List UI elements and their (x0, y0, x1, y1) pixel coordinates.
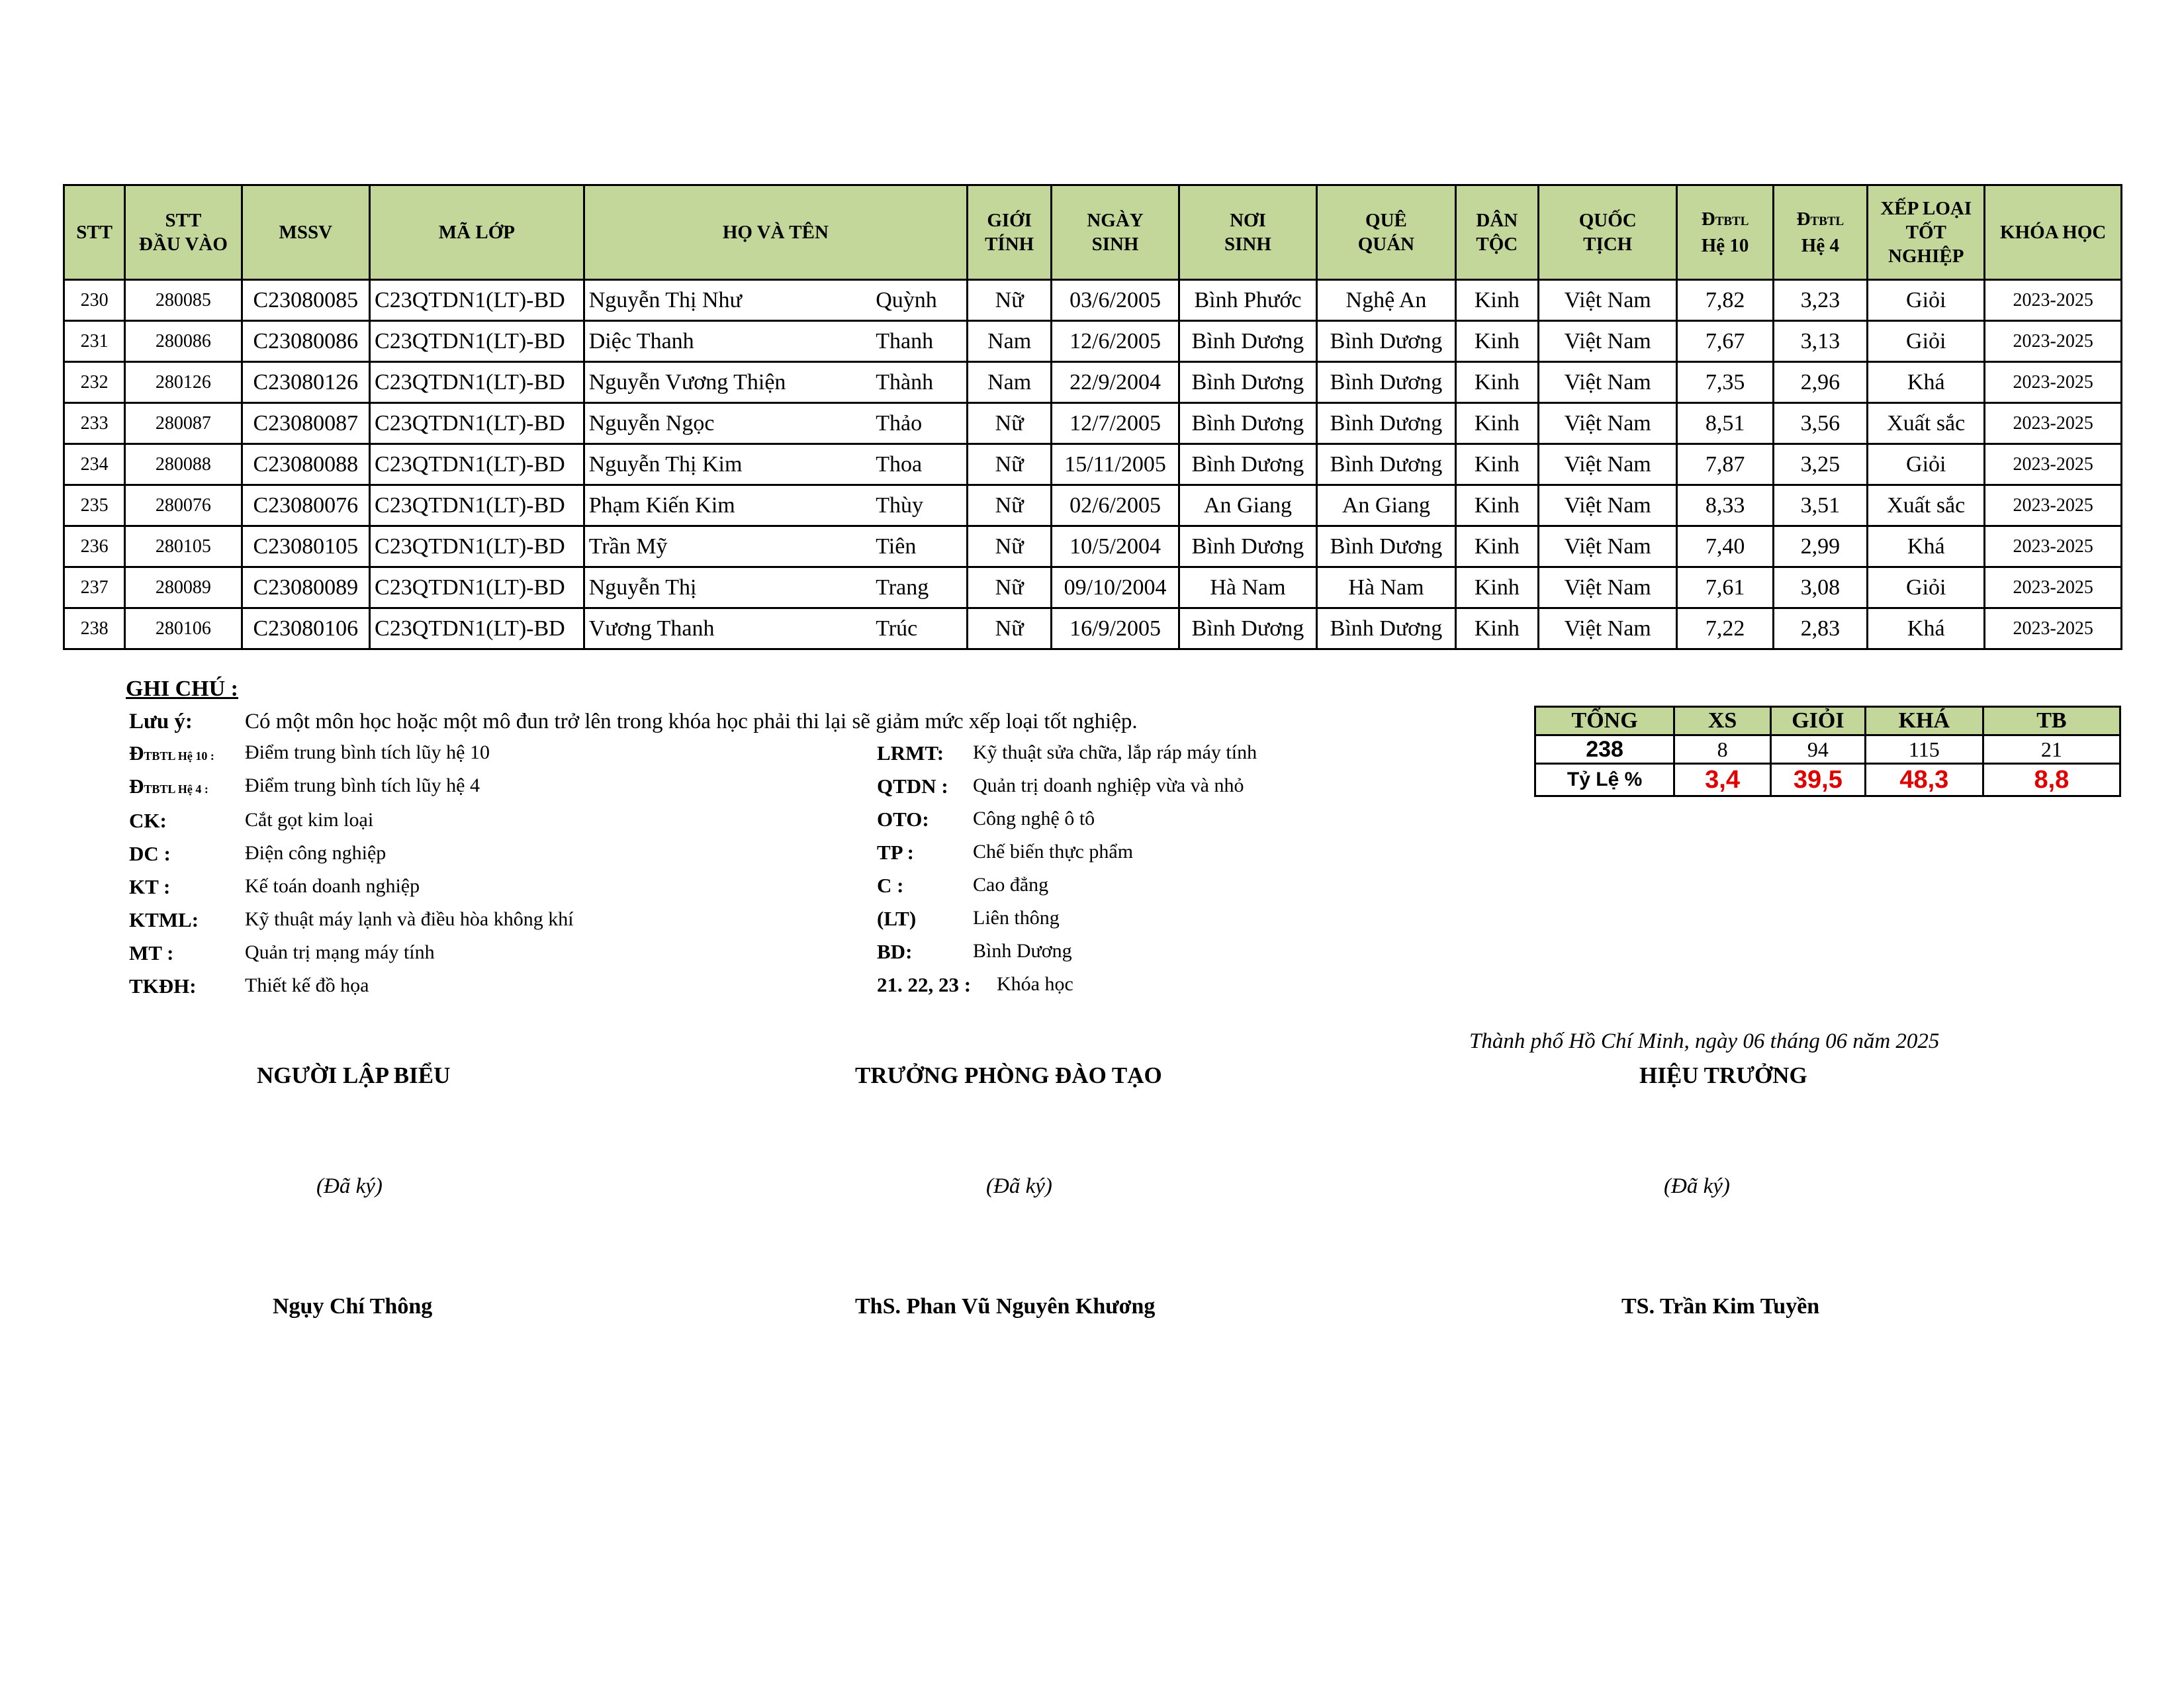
header-xep-loai: XẾP LOẠI TỐT NGHIỆP (1868, 185, 1985, 280)
note-text: Kế toán doanh nghiệp (245, 875, 420, 897)
cell-ngay-sinh: 12/6/2005 (1052, 321, 1179, 362)
cell-xep-loai: Giỏi (1868, 444, 1985, 485)
cell-ten: Thảo (870, 403, 967, 444)
note-d4-text: Điểm trung bình tích lũy hệ 4 (245, 774, 480, 796)
cell-stt-dau-vao: 280105 (125, 526, 242, 567)
note-key: QTDN : (877, 774, 948, 798)
note-luu-y-text: Có một môn học hoặc một mô đun trở lên trong khóa học phải thi lại sẽ giảm mức xếp loại tốt nghiệp. (245, 710, 1138, 733)
cell-ho-dem: Phạm Kiến Kim (584, 485, 870, 526)
cell-diem-he-4: 2,99 (1773, 526, 1867, 567)
cell-noi-sinh: Bình Phước (1179, 280, 1316, 321)
cell-gioi-tinh: Nữ (968, 403, 1052, 444)
cell-xep-loai: Xuất sắc (1868, 403, 1985, 444)
cell-noi-sinh: Hà Nam (1179, 567, 1316, 608)
note-text: Chế biến thực phẩm (973, 841, 1134, 863)
cell-noi-sinh: Bình Dương (1179, 444, 1316, 485)
cell-ho-dem: Nguyễn Ngọc (584, 403, 870, 444)
cell-diem-he-10: 7,40 (1677, 526, 1773, 567)
header-diem-he-4: ĐTBTL Hệ 4 (1773, 185, 1867, 280)
cell-gioi-tinh: Nữ (968, 444, 1052, 485)
cell-khoa-hoc: 2023-2025 (1985, 444, 2122, 485)
cell-ho-dem: Diệc Thanh (584, 321, 870, 362)
header-khoa-hoc: KHÓA HỌC (1985, 185, 2122, 280)
cell-ten: Thùy (870, 485, 967, 526)
cell-gioi-tinh: Nữ (968, 567, 1052, 608)
cell-que-quan: Bình Dương (1317, 444, 1455, 485)
summary-rate-kha: 48,3 (1865, 764, 1983, 796)
summary-header-xs: XS (1674, 707, 1771, 735)
cell-diem-he-10: 7,87 (1677, 444, 1773, 485)
cell-stt: 237 (64, 567, 125, 608)
cell-que-quan: Bình Dương (1317, 526, 1455, 567)
header-ngay-sinh: NGÀY SINH (1052, 185, 1179, 280)
cell-ten: Trúc (870, 608, 967, 649)
cell-que-quan: Bình Dương (1317, 362, 1455, 403)
cell-stt-dau-vao: 280106 (125, 608, 242, 649)
cell-ngay-sinh: 10/5/2004 (1052, 526, 1179, 567)
cell-stt: 232 (64, 362, 125, 403)
note-key: C : (877, 874, 904, 897)
cell-dan-toc: Kinh (1455, 321, 1538, 362)
cell-stt: 233 (64, 403, 125, 444)
cell-stt-dau-vao: 280087 (125, 403, 242, 444)
cell-que-quan: Hà Nam (1317, 567, 1455, 608)
cell-quoc-tich: Việt Nam (1538, 362, 1676, 403)
cell-ma-lop: C23QTDN1(LT)-BD (370, 485, 584, 526)
cell-ma-lop: C23QTDN1(LT)-BD (370, 403, 584, 444)
cell-diem-he-4: 3,08 (1773, 567, 1867, 608)
cell-que-quan: Bình Dương (1317, 403, 1455, 444)
cell-quoc-tich: Việt Nam (1538, 444, 1676, 485)
cell-ma-lop: C23QTDN1(LT)-BD (370, 321, 584, 362)
table-row (64, 403, 2122, 444)
cell-dan-toc: Kinh (1455, 485, 1538, 526)
note-d10-text: Điểm trung bình tích lũy hệ 10 (245, 741, 490, 763)
cell-diem-he-10: 8,51 (1677, 403, 1773, 444)
note-text: Cao đẳng (973, 874, 1049, 896)
cell-noi-sinh: Bình Dương (1179, 321, 1316, 362)
cell-noi-sinh: Bình Dương (1179, 526, 1316, 567)
cell-dan-toc: Kinh (1455, 526, 1538, 567)
note-text: Kỹ thuật sửa chữa, lắp ráp máy tính (973, 741, 1257, 763)
cell-ho-dem: Nguyễn Thị (584, 567, 870, 608)
header-ho-ten: HỌ VÀ TÊN (584, 185, 967, 280)
cell-mssv: C23080085 (242, 280, 369, 321)
cell-diem-he-10: 7,67 (1677, 321, 1773, 362)
cell-ten: Quỳnh (870, 280, 967, 321)
cell-noi-sinh: Bình Dương (1179, 403, 1316, 444)
cell-ten: Trang (870, 567, 967, 608)
cell-quoc-tich: Việt Nam (1538, 280, 1676, 321)
graduation-table (63, 184, 2122, 650)
cell-khoa-hoc: 2023-2025 (1985, 403, 2122, 444)
table-row (64, 362, 2122, 403)
cell-xep-loai: Giỏi (1868, 280, 1985, 321)
cell-mssv: C23080086 (242, 321, 369, 362)
signer-3-name: TS. Trần Kim Tuyền (1621, 1294, 1820, 1319)
note-text: Kỹ thuật máy lạnh và điều hòa không khí (245, 908, 574, 930)
note-luu-y-key: Lưu ý: (129, 710, 193, 733)
cell-quoc-tich: Việt Nam (1538, 526, 1676, 567)
cell-quoc-tich: Việt Nam (1538, 321, 1676, 362)
cell-ma-lop: C23QTDN1(LT)-BD (370, 362, 584, 403)
summary-header-kha: KHÁ (1865, 707, 1983, 735)
cell-dan-toc: Kinh (1455, 567, 1538, 608)
cell-xep-loai: Khá (1868, 608, 1985, 649)
cell-stt-dau-vao: 280089 (125, 567, 242, 608)
cell-khoa-hoc: 2023-2025 (1985, 362, 2122, 403)
signer-1-name: Ngụy Chí Thông (273, 1294, 433, 1319)
note-key: (LT) (877, 907, 917, 930)
cell-diem-he-10: 7,35 (1677, 362, 1773, 403)
cell-ho-dem: Nguyễn Thị Kim (584, 444, 870, 485)
cell-stt: 238 (64, 608, 125, 649)
header-noi-sinh: NƠI SINH (1179, 185, 1316, 280)
note-text: Quản trị mạng máy tính (245, 941, 435, 963)
cell-khoa-hoc: 2023-2025 (1985, 280, 2122, 321)
cell-que-quan: Bình Dương (1317, 608, 1455, 649)
cell-dan-toc: Kinh (1455, 403, 1538, 444)
cell-ho-dem: Trần Mỹ (584, 526, 870, 567)
cell-gioi-tinh: Nam (968, 321, 1052, 362)
cell-noi-sinh: Bình Dương (1179, 608, 1316, 649)
cell-stt: 234 (64, 444, 125, 485)
cell-ma-lop: C23QTDN1(LT)-BD (370, 526, 584, 567)
header-dan-toc: DÂN TỘC (1455, 185, 1538, 280)
cell-khoa-hoc: 2023-2025 (1985, 485, 2122, 526)
cell-stt-dau-vao: 280076 (125, 485, 242, 526)
cell-mssv: C23080105 (242, 526, 369, 567)
cell-ngay-sinh: 12/7/2005 (1052, 403, 1179, 444)
cell-gioi-tinh: Nữ (968, 608, 1052, 649)
cell-diem-he-4: 2,96 (1773, 362, 1867, 403)
cell-gioi-tinh: Nam (968, 362, 1052, 403)
cell-xep-loai: Giỏi (1868, 567, 1985, 608)
cell-diem-he-4: 2,83 (1773, 608, 1867, 649)
cell-mssv: C23080106 (242, 608, 369, 649)
cell-ngay-sinh: 16/9/2005 (1052, 608, 1179, 649)
cell-mssv: C23080076 (242, 485, 369, 526)
table-row (64, 321, 2122, 362)
note-text: Khóa học (997, 973, 1073, 995)
note-key: DC : (129, 842, 171, 865)
cell-ten: Tiên (870, 526, 967, 567)
note-key: LRMT: (877, 741, 944, 765)
note-key: MT : (129, 941, 174, 964)
cell-xep-loai: Khá (1868, 526, 1985, 567)
table-row (64, 485, 2122, 526)
cell-mssv: C23080089 (242, 567, 369, 608)
cell-diem-he-10: 8,33 (1677, 485, 1773, 526)
signer-1-title: NGƯỜI LẬP BIỂU (257, 1062, 451, 1088)
cell-ma-lop: C23QTDN1(LT)-BD (370, 444, 584, 485)
cell-khoa-hoc: 2023-2025 (1985, 321, 2122, 362)
cell-xep-loai: Giỏi (1868, 321, 1985, 362)
summary-header-tong: TỔNG (1535, 707, 1674, 735)
cell-stt: 231 (64, 321, 125, 362)
cell-noi-sinh: Bình Dương (1179, 362, 1316, 403)
cell-diem-he-4: 3,13 (1773, 321, 1867, 362)
cell-ten: Thoa (870, 444, 967, 485)
cell-xep-loai: Xuất sắc (1868, 485, 1985, 526)
signer-3-signed: (Đã ký) (1664, 1174, 1730, 1198)
signer-3-title: HIỆU TRƯỞNG (1639, 1062, 1807, 1088)
cell-stt: 235 (64, 485, 125, 526)
summary-count-tong: 238 (1535, 735, 1674, 764)
note-key: KTML: (129, 908, 199, 931)
summary-rate-label: Tỷ Lệ % (1535, 764, 1674, 796)
table-row (64, 567, 2122, 608)
cell-ho-dem: Nguyễn Thị Như (584, 280, 870, 321)
summary-count-row (1535, 735, 2120, 764)
signer-2-name: ThS. Phan Vũ Nguyên Khương (855, 1294, 1156, 1319)
summary-rate-gioi: 39,5 (1771, 764, 1866, 796)
header-que-quan: QUÊ QUÁN (1317, 185, 1455, 280)
summary-count-tb: 21 (1983, 735, 2120, 764)
note-key: TKĐH: (129, 974, 197, 998)
note-text: Bình Dương (973, 940, 1072, 962)
note-text: Cắt gọt kim loại (245, 809, 374, 831)
table-row (64, 280, 2122, 321)
cell-noi-sinh: An Giang (1179, 485, 1316, 526)
cell-dan-toc: Kinh (1455, 362, 1538, 403)
cell-ma-lop: C23QTDN1(LT)-BD (370, 608, 584, 649)
cell-que-quan: Bình Dương (1317, 321, 1455, 362)
cell-diem-he-4: 3,23 (1773, 280, 1867, 321)
summary-header-gioi: GIỎI (1771, 707, 1866, 735)
cell-khoa-hoc: 2023-2025 (1985, 608, 2122, 649)
summary-header-tb: TB (1983, 707, 2120, 735)
cell-dan-toc: Kinh (1455, 280, 1538, 321)
table-row (64, 526, 2122, 567)
header-mssv: MSSV (242, 185, 369, 280)
summary-count-kha: 115 (1865, 735, 1983, 764)
cell-diem-he-4: 3,51 (1773, 485, 1867, 526)
note-text: Thiết kế đồ họa (245, 974, 369, 996)
date-line: Thành phố Hồ Chí Minh, ngày 06 tháng 06 năm 2025 (1469, 1029, 1940, 1053)
cell-khoa-hoc: 2023-2025 (1985, 567, 2122, 608)
cell-quoc-tich: Việt Nam (1538, 608, 1676, 649)
header-stt: STT (64, 185, 125, 280)
note-d4-key: ĐTBTL Hệ 4 : (129, 774, 208, 798)
note-key: CK: (129, 809, 167, 832)
note-text: Công nghệ ô tô (973, 808, 1095, 829)
cell-mssv: C23080087 (242, 403, 369, 444)
cell-stt: 230 (64, 280, 125, 321)
header-stt-dau-vao: STT ĐẦU VÀO (125, 185, 242, 280)
cell-ho-dem: Nguyễn Vương Thiện (584, 362, 870, 403)
table-header-row (64, 185, 2122, 280)
summary-rate-row (1535, 764, 2120, 796)
cell-ten: Thanh (870, 321, 967, 362)
cell-quoc-tich: Việt Nam (1538, 403, 1676, 444)
cell-ngay-sinh: 22/9/2004 (1052, 362, 1179, 403)
cell-diem-he-4: 3,25 (1773, 444, 1867, 485)
signer-1-signed: (Đã ký) (316, 1174, 383, 1198)
cell-gioi-tinh: Nữ (968, 485, 1052, 526)
cell-xep-loai: Khá (1868, 362, 1985, 403)
note-key: KT : (129, 875, 171, 898)
table-row (64, 444, 2122, 485)
cell-stt-dau-vao: 280126 (125, 362, 242, 403)
cell-stt-dau-vao: 280085 (125, 280, 242, 321)
cell-diem-he-10: 7,22 (1677, 608, 1773, 649)
header-diem-he-10: ĐTBTL Hệ 10 (1677, 185, 1773, 280)
cell-diem-he-10: 7,82 (1677, 280, 1773, 321)
summary-count-gioi: 94 (1771, 735, 1866, 764)
summary-rate-tb: 8,8 (1983, 764, 2120, 796)
note-key: BD: (877, 940, 913, 963)
header-quoc-tich: QUỐC TỊCH (1538, 185, 1676, 280)
note-text: Quản trị doanh nghiệp vừa và nhỏ (973, 774, 1244, 796)
note-key: TP : (877, 841, 914, 864)
summary-header-row (1535, 707, 2120, 735)
cell-stt-dau-vao: 280088 (125, 444, 242, 485)
cell-que-quan: Nghệ An (1317, 280, 1455, 321)
cell-quoc-tich: Việt Nam (1538, 567, 1676, 608)
note-key: OTO: (877, 808, 929, 831)
signer-2-title: TRƯỞNG PHÒNG ĐÀO TẠO (855, 1062, 1162, 1088)
summary-rate-xs: 3,4 (1674, 764, 1771, 796)
summary-count-xs: 8 (1674, 735, 1771, 764)
header-ma-lop: MÃ LỚP (370, 185, 584, 280)
note-key: 21. 22, 23 : (877, 973, 972, 996)
cell-stt-dau-vao: 280086 (125, 321, 242, 362)
cell-mssv: C23080088 (242, 444, 369, 485)
cell-khoa-hoc: 2023-2025 (1985, 526, 2122, 567)
signer-2-signed: (Đã ký) (986, 1174, 1052, 1198)
cell-ngay-sinh: 02/6/2005 (1052, 485, 1179, 526)
cell-ngay-sinh: 15/11/2005 (1052, 444, 1179, 485)
note-text: Liên thông (973, 907, 1060, 929)
cell-ma-lop: C23QTDN1(LT)-BD (370, 280, 584, 321)
notes-title: GHI CHÚ : (126, 677, 238, 701)
cell-ngay-sinh: 03/6/2005 (1052, 280, 1179, 321)
table-row (64, 608, 2122, 649)
header-gioi-tinh: GIỚI TÍNH (968, 185, 1052, 280)
cell-ngay-sinh: 09/10/2004 (1052, 567, 1179, 608)
summary-table (1534, 706, 2121, 797)
cell-diem-he-4: 3,56 (1773, 403, 1867, 444)
cell-ten: Thành (870, 362, 967, 403)
cell-quoc-tich: Việt Nam (1538, 485, 1676, 526)
cell-gioi-tinh: Nữ (968, 526, 1052, 567)
note-d10-key: ĐTBTL Hệ 10 : (129, 741, 214, 765)
cell-dan-toc: Kinh (1455, 444, 1538, 485)
cell-que-quan: An Giang (1317, 485, 1455, 526)
cell-mssv: C23080126 (242, 362, 369, 403)
note-text: Điện công nghiệp (245, 842, 387, 864)
cell-diem-he-10: 7,61 (1677, 567, 1773, 608)
cell-dan-toc: Kinh (1455, 608, 1538, 649)
cell-ho-dem: Vương Thanh (584, 608, 870, 649)
cell-stt: 236 (64, 526, 125, 567)
cell-gioi-tinh: Nữ (968, 280, 1052, 321)
cell-ma-lop: C23QTDN1(LT)-BD (370, 567, 584, 608)
